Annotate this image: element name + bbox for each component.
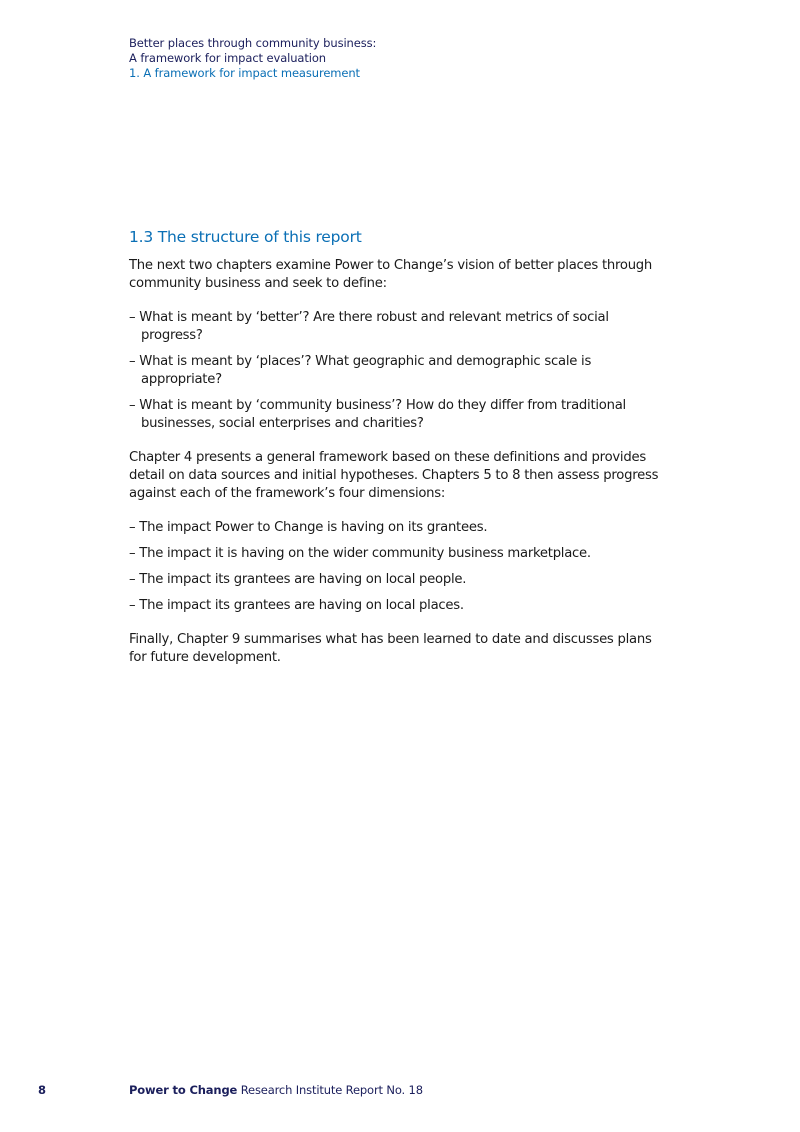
list-item: – The impact it is having on the wider community business marketplace.: [129, 546, 591, 561]
footer-brand: Power to Change: [129, 1083, 238, 1097]
list-item: – The impact its grantees are having on local people.: [129, 572, 467, 587]
list-item: – The impact its grantees are having on local places.: [129, 598, 464, 613]
list-item: – The impact Power to Change is having on its grantees.: [129, 520, 488, 535]
header-report-title: Better places through community business:: [129, 36, 377, 50]
list-item: – What is meant by ‘places’? What geographic and demographic scale is appropriate?: [129, 354, 592, 387]
spacer: [129, 615, 669, 631]
page-number: 8: [38, 1083, 47, 1097]
footer-report-label: Research Institute Report No. 18: [237, 1083, 423, 1097]
intro-paragraph: The next two chapters examine Power to Change’s vision of better places through community business and seek to define:: [129, 258, 653, 291]
spacer: [129, 503, 669, 519]
list-item: – What is meant by ‘better’? Are there robust and relevant metrics of social progress?: [129, 310, 609, 343]
header-chapter-title: 1. A framework for impact measurement: [129, 66, 360, 80]
section-heading: 1.3 The structure of this report: [129, 228, 362, 246]
footer-report-title: [129, 1082, 423, 1098]
spacer: [129, 293, 669, 309]
list-item: – What is meant by ‘community business’? How do they differ from traditional businesses, social enterprises and charities?: [129, 398, 626, 431]
header-report-subtitle: A framework for impact evaluation: [129, 51, 326, 65]
main-content: [129, 227, 669, 667]
framework-paragraph: Chapter 4 presents a general framework based on these definitions and provides detail on data sources and initial hypotheses. Chapters 5 to 8 then assess progress against each of the framework’s four dimensions:: [129, 450, 659, 501]
questions-list: [129, 309, 669, 433]
closing-paragraph: Finally, Chapter 9 summarises what has been learned to date and discusses plans for future development.: [129, 632, 652, 665]
dimensions-list: [129, 519, 669, 615]
spacer: [129, 433, 669, 449]
running-header: [129, 36, 376, 81]
